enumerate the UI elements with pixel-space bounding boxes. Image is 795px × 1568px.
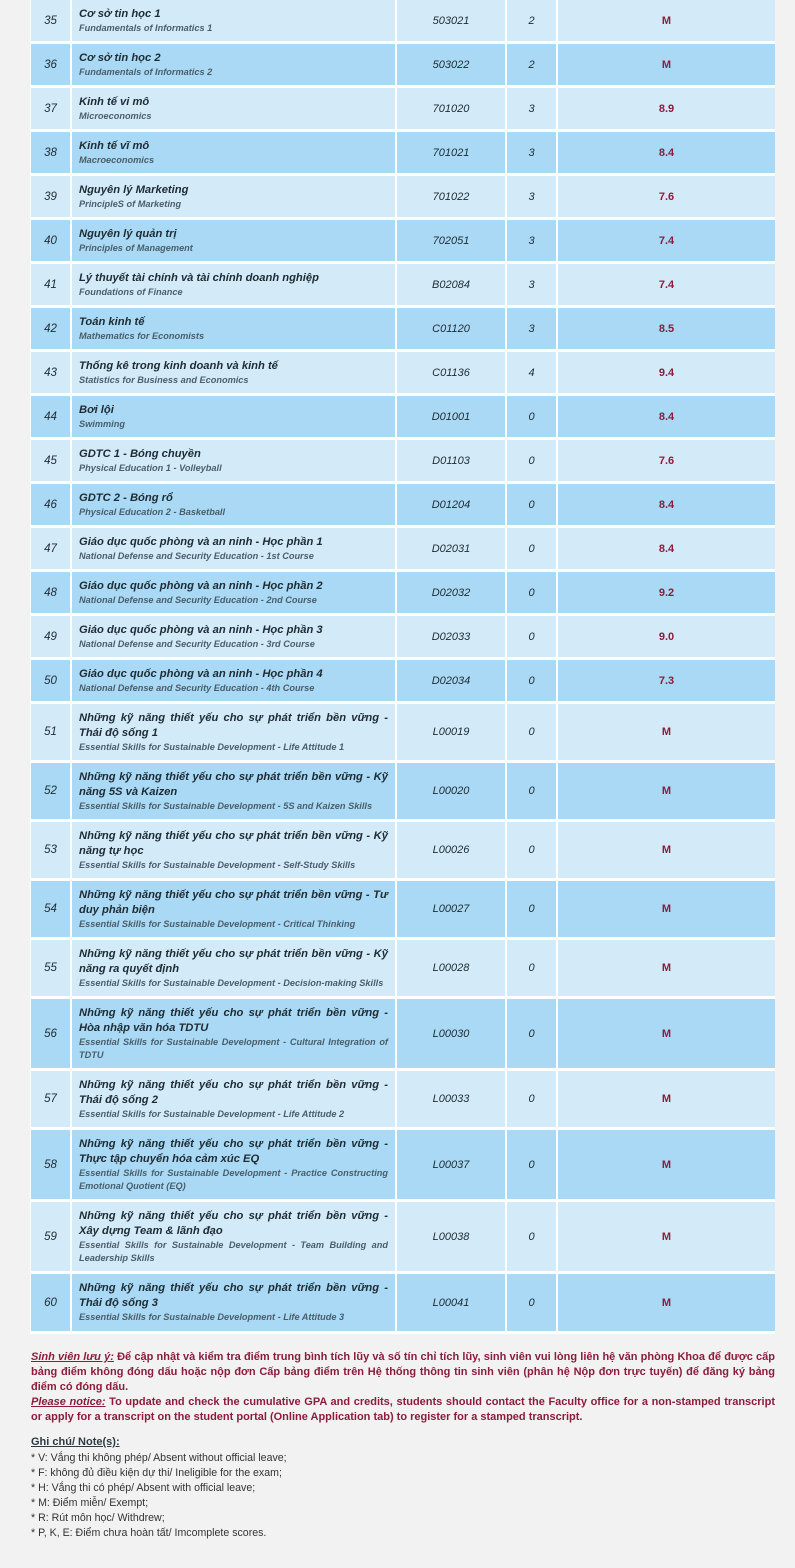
course-code: C01136: [397, 352, 507, 393]
course-code: 701020: [397, 88, 507, 129]
course-grade: 7.4: [658, 278, 675, 291]
course-name-en: National Defense and Security Education - 3rd Course: [79, 638, 315, 649]
course-code: D01103: [397, 440, 507, 481]
course-number: 44: [31, 396, 72, 437]
course-code: C01120: [397, 308, 507, 349]
course-name-en: Macroeconomics: [79, 154, 155, 165]
course-name-vn: Những kỹ năng thiết yếu cho sự phát triển bền vững - Xây dựng Team & lãnh đạo: [79, 1209, 388, 1237]
legend-item: * H: Vắng thi có phép/ Absent with official leave;: [31, 1482, 256, 1494]
course-name-vn: Những kỹ năng thiết yếu cho sự phát triển bền vững - Thái độ sống 1: [79, 711, 388, 739]
course-number: 58: [31, 1130, 72, 1199]
course-name-cell: [72, 220, 397, 261]
course-credits: 0: [507, 1202, 558, 1271]
course-name-en: Physical Education 1 - Volleyball: [79, 462, 222, 473]
course-number: 56: [31, 999, 72, 1068]
course-name-cell: [72, 660, 397, 701]
table-row: [31, 940, 775, 999]
course-credits: 0: [507, 1130, 558, 1199]
course-name-en: National Defense and Security Education - 1st Course: [79, 550, 314, 561]
course-credits: 0: [507, 572, 558, 613]
table-row: [31, 484, 775, 528]
course-credits: 0: [507, 704, 558, 760]
course-name-cell: [72, 572, 397, 613]
course-grade: 8.5: [658, 322, 675, 335]
course-credits: 0: [507, 1071, 558, 1127]
course-grade: 7.3: [658, 674, 675, 687]
course-credits: 0: [507, 616, 558, 657]
legend-item: * R: Rút môn học/ Withdrew;: [31, 1512, 165, 1524]
course-name-vn: Giáo dục quốc phòng và an ninh - Học phần 2: [79, 579, 323, 592]
course-credits: 0: [507, 440, 558, 481]
course-code: 503021: [397, 0, 507, 41]
course-name-cell: [72, 763, 397, 819]
course-name-en: Essential Skills for Sustainable Development - 5S and Kaizen Skills: [79, 800, 373, 811]
course-name-cell: [72, 132, 397, 173]
course-name-cell: [72, 822, 397, 878]
notice-en-label: Please notice:: [31, 1396, 106, 1408]
course-code: D02034: [397, 660, 507, 701]
course-number: 47: [31, 528, 72, 569]
course-credits: 2: [507, 0, 558, 41]
course-number: 49: [31, 616, 72, 657]
course-number: 39: [31, 176, 72, 217]
course-name-en: Microeconomics: [79, 110, 152, 121]
table-row: [31, 1202, 775, 1274]
table-row: [31, 132, 775, 176]
course-grade: M: [661, 1158, 672, 1171]
course-credits: 0: [507, 999, 558, 1068]
course-name-vn: Những kỹ năng thiết yếu cho sự phát triển bền vững - Kỹ năng ra quyết định: [79, 947, 388, 975]
course-grade: M: [661, 1093, 672, 1105]
transcript-table: [30, 0, 775, 1334]
course-credits: 3: [507, 132, 558, 173]
course-code: D02033: [397, 616, 507, 657]
course-number: 51: [31, 704, 72, 760]
legend-item: * V: Vắng thi không phép/ Absent without official leave;: [31, 1452, 287, 1464]
course-code: L00028: [397, 940, 507, 996]
course-name-vn: Giáo dục quốc phòng và an ninh - Học phần 4: [79, 667, 323, 680]
course-name-en: Essential Skills for Sustainable Development - Practice Constructing Emotional Quotient (EQ): [79, 1167, 388, 1191]
course-name-cell: [72, 616, 397, 657]
course-code: 503022: [397, 44, 507, 85]
table-row: [31, 616, 775, 660]
legend-item: * M: Điểm miễn/ Exempt;: [31, 1497, 149, 1509]
course-name-en: Essential Skills for Sustainable Development - Critical Thinking: [79, 918, 356, 929]
course-name-cell: [72, 999, 397, 1068]
course-credits: 0: [507, 528, 558, 569]
course-name-cell: [72, 308, 397, 349]
notice-vn-text: Để cập nhật và kiểm tra điểm trung bình tích lũy và số tín chỉ tích lũy, sinh viên vui lòng liên hệ văn phòng Khoa để được cấp bảng điểm không đóng dấu hoặc nộp đơn Cấp bảng điểm trên Hệ thống thông tin sinh viên (phân hệ Nộp đơn trực tuyến) để đăng ký bảng điểm có đóng dấu.: [31, 1351, 775, 1393]
course-name-vn: Toán kinh tế: [79, 315, 145, 328]
course-name-vn: Những kỹ năng thiết yếu cho sự phát triển bền vững - Hòa nhập văn hóa TDTU: [79, 1006, 388, 1034]
course-grade: 8.9: [658, 102, 675, 115]
table-row: [31, 88, 775, 132]
course-number: 37: [31, 88, 72, 129]
course-credits: 0: [507, 763, 558, 819]
course-credits: 0: [507, 940, 558, 996]
notice-en: [31, 1395, 775, 1425]
notice-vn: [31, 1350, 775, 1395]
legend-title: Ghi chú/ Note(s):: [31, 1436, 120, 1448]
course-code: L00026: [397, 822, 507, 878]
course-credits: 0: [507, 1274, 558, 1331]
course-name-en: Foundations of Finance: [79, 286, 183, 297]
course-name-cell: [72, 484, 397, 525]
course-name-cell: [72, 176, 397, 217]
course-credits: 2: [507, 44, 558, 85]
course-name-cell: [72, 1202, 397, 1271]
course-name-cell: [72, 0, 397, 41]
course-grade: 8.4: [658, 542, 675, 555]
course-grade: 7.6: [658, 190, 675, 203]
course-code: L00020: [397, 763, 507, 819]
course-name-vn: Cơ sở tin học 2: [79, 51, 161, 64]
course-number: 41: [31, 264, 72, 305]
course-grade: M: [661, 1027, 672, 1040]
course-name-vn: Kinh tế vi mô: [79, 95, 150, 108]
course-name-cell: [72, 528, 397, 569]
course-grade: 9.4: [658, 366, 675, 379]
notice-en-text: To update and check the cumulative GPA and credits, students should contact the Faculty office for a non-stamped transcript or apply for a transcript on the student portal (Online Application tab) to register for a stamped transcript.: [31, 1396, 775, 1423]
course-code: L00033: [397, 1071, 507, 1127]
table-row: [31, 176, 775, 220]
course-name-vn: Những kỹ năng thiết yếu cho sự phát triển bền vững - Tư duy phản biện: [79, 888, 388, 916]
course-name-vn: Nguyên lý Marketing: [79, 183, 189, 196]
course-grade: 7.4: [658, 234, 675, 247]
course-grade: M: [661, 726, 672, 738]
course-name-vn: Thống kê trong kinh doanh và kinh tế: [79, 359, 278, 372]
course-name-vn: Những kỹ năng thiết yếu cho sự phát triển bền vững - Kỹ năng 5S và Kaizen: [79, 770, 388, 798]
course-code: L00030: [397, 999, 507, 1068]
course-name-cell: [72, 88, 397, 129]
course-grade: 8.4: [658, 146, 675, 159]
student-notice: [31, 1350, 775, 1425]
course-name-cell: [72, 704, 397, 760]
course-name-en: Principles of Management: [79, 242, 193, 253]
course-number: 36: [31, 44, 72, 85]
table-row: [31, 660, 775, 704]
course-name-cell: [72, 264, 397, 305]
table-row: [31, 822, 775, 881]
course-name-en: Swimming: [79, 418, 125, 429]
course-code: 701022: [397, 176, 507, 217]
course-name-cell: [72, 1130, 397, 1199]
course-credits: 3: [507, 176, 558, 217]
course-code: B02084: [397, 264, 507, 305]
course-number: 46: [31, 484, 72, 525]
legend-item: * P, K, E: Điểm chưa hoàn tất/ Imcomplete scores.: [31, 1527, 267, 1539]
course-number: 42: [31, 308, 72, 349]
course-credits: 0: [507, 484, 558, 525]
course-number: 55: [31, 940, 72, 996]
table-row: [31, 999, 775, 1071]
course-number: 50: [31, 660, 72, 701]
course-name-vn: Lý thuyết tài chính và tài chính doanh nghiệp: [79, 271, 319, 284]
grade-legend: [31, 1435, 775, 1541]
course-grade: M: [661, 1296, 672, 1309]
table-row: [31, 1071, 775, 1130]
course-code: D02031: [397, 528, 507, 569]
course-grade: 8.4: [658, 498, 675, 511]
course-name-en: National Defense and Security Education - 4th Course: [79, 682, 315, 693]
course-credits: 4: [507, 352, 558, 393]
course-name-en: Physical Education 2 - Basketball: [79, 506, 226, 517]
course-grade: M: [661, 785, 672, 797]
course-grade: 8.4: [658, 410, 675, 423]
course-credits: 0: [507, 396, 558, 437]
course-grade: M: [661, 1230, 672, 1243]
course-name-en: Essential Skills for Sustainable Development - Life Attitude 1: [79, 741, 345, 752]
table-row: [31, 881, 775, 940]
table-row: [31, 308, 775, 352]
course-name-vn: Nguyên lý quản trị: [79, 227, 177, 240]
course-code: L00038: [397, 1202, 507, 1271]
course-credits: 0: [507, 881, 558, 937]
course-grade: M: [661, 962, 672, 974]
course-name-vn: Những kỹ năng thiết yếu cho sự phát triển bền vững - Kỹ năng tự học: [79, 829, 388, 857]
table-row: [31, 264, 775, 308]
table-row: [31, 763, 775, 822]
course-credits: 3: [507, 220, 558, 261]
table-row: [31, 220, 775, 264]
course-grade: 9.0: [658, 630, 675, 643]
course-number: 45: [31, 440, 72, 481]
course-name-en: Essential Skills for Sustainable Development - Team Building and Leadership Skills: [79, 1239, 388, 1263]
table-row: [31, 1274, 775, 1334]
course-number: 38: [31, 132, 72, 173]
course-name-vn: Giáo dục quốc phòng và an ninh - Học phần 3: [79, 623, 323, 636]
course-grade: 9.2: [658, 586, 675, 599]
course-number: 60: [31, 1274, 72, 1331]
course-credits: 0: [507, 822, 558, 878]
course-number: 40: [31, 220, 72, 261]
course-name-en: Essential Skills for Sustainable Development - Cultural Integration of TDTU: [79, 1036, 388, 1060]
course-name-cell: [72, 1071, 397, 1127]
course-name-vn: GDTC 1 - Bóng chuyền: [79, 447, 201, 460]
table-row: [31, 440, 775, 484]
course-number: 35: [31, 0, 72, 41]
course-grade: M: [661, 844, 672, 856]
course-name-vn: Những kỹ năng thiết yếu cho sự phát triển bền vững - Thái độ sống 2: [79, 1078, 388, 1106]
course-number: 53: [31, 822, 72, 878]
course-name-vn: Những kỹ năng thiết yếu cho sự phát triển bền vững - Thực tập chuyển hóa cảm xúc EQ: [79, 1137, 388, 1165]
course-name-cell: [72, 940, 397, 996]
course-name-vn: Cơ sở tin học 1: [79, 7, 161, 20]
course-code: L00037: [397, 1130, 507, 1199]
course-credits: 3: [507, 264, 558, 305]
course-grade: M: [661, 903, 672, 915]
course-code: 702051: [397, 220, 507, 261]
table-row: [31, 396, 775, 440]
course-credits: 0: [507, 660, 558, 701]
course-code: 701021: [397, 132, 507, 173]
course-code: D02032: [397, 572, 507, 613]
course-number: 48: [31, 572, 72, 613]
course-grade: 7.6: [658, 454, 675, 467]
course-name-en: National Defense and Security Education - 2nd Course: [79, 594, 317, 605]
notice-vn-label: Sinh viên lưu ý:: [31, 1351, 114, 1363]
course-credits: 3: [507, 308, 558, 349]
table-row: [31, 1130, 775, 1202]
course-name-cell: [72, 44, 397, 85]
course-name-vn: GDTC 2 - Bóng rổ: [79, 491, 173, 504]
course-name-en: Statistics for Business and Economics: [79, 374, 249, 385]
course-name-en: Essential Skills for Sustainable Development - Self-Study Skills: [79, 859, 356, 870]
course-name-en: PrincipleS of Marketing: [79, 198, 182, 209]
course-name-en: Essential Skills for Sustainable Development - Life Attitude 2: [79, 1108, 345, 1119]
table-row: [31, 572, 775, 616]
course-grade: M: [661, 14, 672, 27]
course-number: 54: [31, 881, 72, 937]
course-name-vn: Giáo dục quốc phòng và an ninh - Học phần 1: [79, 535, 323, 548]
table-row: [31, 0, 775, 44]
course-name-en: Mathematics for Economists: [79, 330, 205, 341]
course-grade: M: [661, 58, 672, 71]
course-name-en: Essential Skills for Sustainable Development - Decision-making Skills: [79, 977, 384, 988]
course-name-vn: Kinh tế vĩ mô: [79, 139, 150, 152]
table-row: [31, 44, 775, 88]
table-row: [31, 352, 775, 396]
course-code: D01001: [397, 396, 507, 437]
course-name-cell: [72, 1274, 397, 1331]
course-name-en: Fundamentals of Informatics 2: [79, 66, 213, 77]
course-name-vn: Bơi lội: [79, 403, 114, 416]
course-code: L00027: [397, 881, 507, 937]
course-name-cell: [72, 352, 397, 393]
course-name-en: Fundamentals of Informatics 1: [79, 22, 213, 33]
table-row: [31, 704, 775, 763]
course-number: 59: [31, 1202, 72, 1271]
course-code: L00041: [397, 1274, 507, 1331]
course-credits: 3: [507, 88, 558, 129]
course-code: D01204: [397, 484, 507, 525]
course-name-vn: Những kỹ năng thiết yếu cho sự phát triển bền vững - Thái độ sống 3: [79, 1282, 388, 1309]
course-number: 52: [31, 763, 72, 819]
course-code: L00019: [397, 704, 507, 760]
course-number: 43: [31, 352, 72, 393]
course-name-cell: [72, 396, 397, 437]
course-number: 57: [31, 1071, 72, 1127]
course-name-en: Essential Skills for Sustainable Development - Life Attitude 3: [79, 1312, 345, 1322]
legend-item: * F: không đủ điều kiện dự thi/ Ineligible for the exam;: [31, 1467, 282, 1479]
course-name-cell: [72, 440, 397, 481]
table-row: [31, 528, 775, 572]
course-name-cell: [72, 881, 397, 937]
